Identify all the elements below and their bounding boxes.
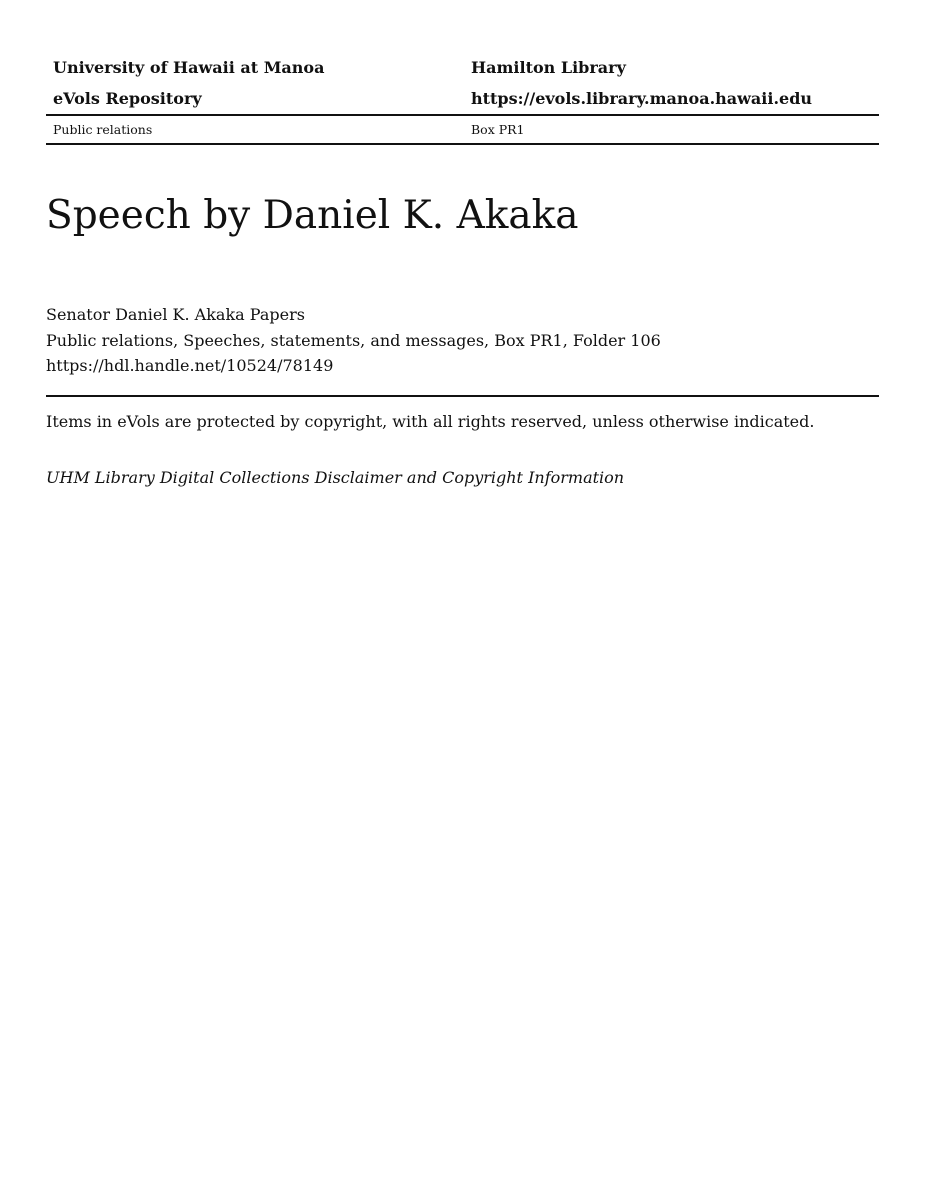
header-row-2 xyxy=(46,83,879,114)
library-name: Hamilton Library xyxy=(471,58,626,77)
header-row-1 xyxy=(46,52,879,83)
repository-url[interactable]: https://evols.library.manoa.hawaii.edu xyxy=(471,89,813,108)
rights-statement: Items in eVols are protected by copyright, with all rights reserved, unless otherwise indicated. xyxy=(46,412,815,431)
series-label: Public relations xyxy=(53,122,153,137)
page-title: Speech by Daniel K. Akaka xyxy=(46,193,579,238)
header-divider-bottom xyxy=(46,143,879,145)
handle-link[interactable]: https://hdl.handle.net/10524/78149 xyxy=(46,356,334,375)
document-metadata xyxy=(46,302,661,379)
folder-location: Public relations, Speeches, statements, and messages, Box PR1, Folder 106 xyxy=(46,330,661,350)
institution-name: University of Hawaii at Manoa xyxy=(53,58,325,77)
collection-name: Senator Daniel K. Akaka Papers xyxy=(46,305,305,324)
repository-name: eVols Repository xyxy=(53,89,202,108)
header-row-3 xyxy=(46,116,879,143)
section-divider xyxy=(46,395,879,397)
box-label: Box PR1 xyxy=(471,122,525,137)
header-table xyxy=(46,52,879,145)
disclaimer-link[interactable]: UHM Library Digital Collections Disclaimer and Copyright Information xyxy=(46,468,625,487)
